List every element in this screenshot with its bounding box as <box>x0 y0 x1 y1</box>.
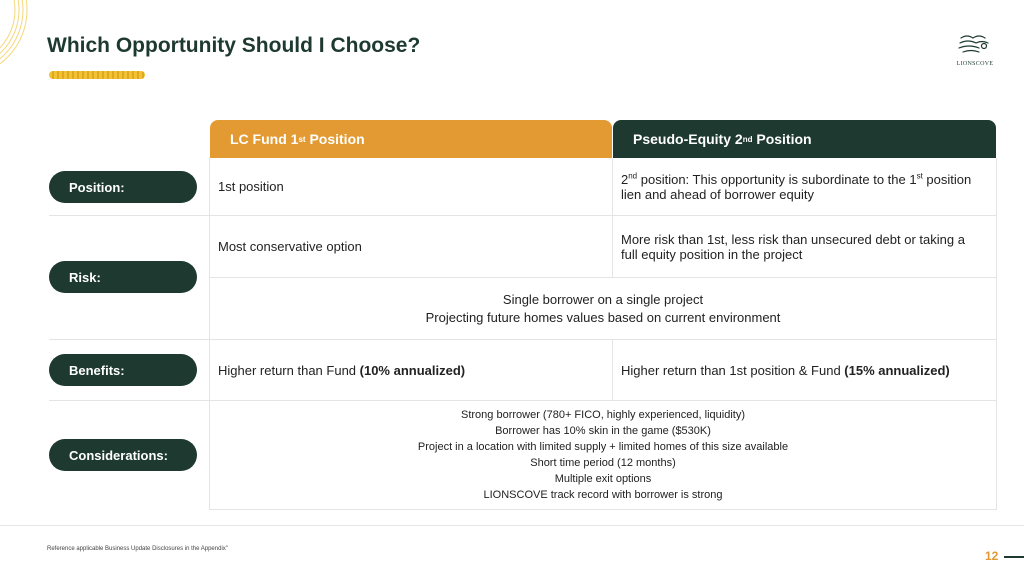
considerations-item: Project in a location with limited supply + limited homes of this size available <box>417 441 789 453</box>
footer-divider <box>0 525 1024 526</box>
benefits-col1-cell <box>210 340 612 400</box>
column-header-text: LC Fund 1 <box>230 131 299 147</box>
column-header-rest: Position <box>752 131 812 147</box>
benefits-col1-plain: Higher return than Fund <box>218 362 360 378</box>
position-col2-part: position lien and ahead of borrower equity <box>621 171 972 202</box>
position-col1-cell <box>210 158 612 215</box>
logo-text: LIONSCOVE <box>956 61 994 67</box>
benefits-col2-text <box>621 363 950 378</box>
considerations-cell <box>210 401 996 509</box>
risk-col2-text: More risk than 1st, less risk than unsecured debt or taking a full equity position in the project <box>621 231 965 262</box>
row-label-risk: Risk: <box>49 261 197 293</box>
position-col2-cell <box>613 158 996 215</box>
risk-col1-text: Most conservative option <box>218 239 362 254</box>
row-label-considerations: Considerations: <box>49 439 197 471</box>
position-col1-text: 1st position <box>218 179 284 194</box>
position-col2-part: 2 <box>621 171 629 187</box>
row-label-position: Position: <box>49 171 197 203</box>
page-title: Which Opportunity Should I Choose? <box>47 34 421 57</box>
considerations-item: Borrower has 10% skin in the game ($530K) <box>495 425 711 437</box>
lion-icon <box>955 32 995 58</box>
position-col2-part: position: This opportunity is subordinate to the 1 <box>637 171 917 187</box>
considerations-item: Short time period (12 months) <box>530 457 676 469</box>
row-label-benefits: Benefits: <box>49 354 197 386</box>
benefits-col2-bold: (15% annualized) <box>844 362 950 378</box>
risk-col1-cell <box>210 216 612 277</box>
column-header-sup: nd <box>742 134 753 144</box>
considerations-item: Strong borrower (780+ FICO, highly experienced, liquidity) <box>461 409 745 421</box>
lionscove-logo <box>955 32 995 68</box>
decorative-arcs <box>0 0 30 80</box>
benefits-col2-plain: Higher return than 1st position & Fund <box>621 362 845 378</box>
considerations-item: Multiple exit options <box>554 473 652 485</box>
column-header-text: Pseudo-Equity 2 <box>633 131 743 147</box>
risk-shared-line: Single borrower on a single project <box>502 291 704 307</box>
column-header-lc-fund <box>210 120 612 158</box>
position-col2-text <box>621 172 988 202</box>
column-header-sup: st <box>298 134 306 144</box>
column-header-rest: Position <box>305 131 365 147</box>
benefits-col2-cell <box>613 340 996 400</box>
column-divider <box>996 158 997 510</box>
page-number: 12 <box>985 549 999 563</box>
column-header-pseudo-equity <box>613 120 996 158</box>
row-divider <box>210 509 996 510</box>
page-number-dash <box>1004 556 1024 558</box>
footer-disclosure-note: Reference applicable Business Update Disclosures in the Appendix" <box>47 546 228 552</box>
risk-shared-line: Projecting future homes values based on current environment <box>425 309 781 325</box>
benefits-col1-bold: (10% annualized) <box>359 362 466 378</box>
position-col2-sup: nd <box>628 171 638 181</box>
position-col2-sup: st <box>916 171 923 181</box>
benefits-col1-text <box>218 363 465 378</box>
title-underline <box>49 71 145 79</box>
risk-shared-cell <box>210 278 996 339</box>
risk-col2-cell <box>613 216 983 277</box>
considerations-item: LIONSCOVE track record with borrower is strong <box>483 489 723 501</box>
